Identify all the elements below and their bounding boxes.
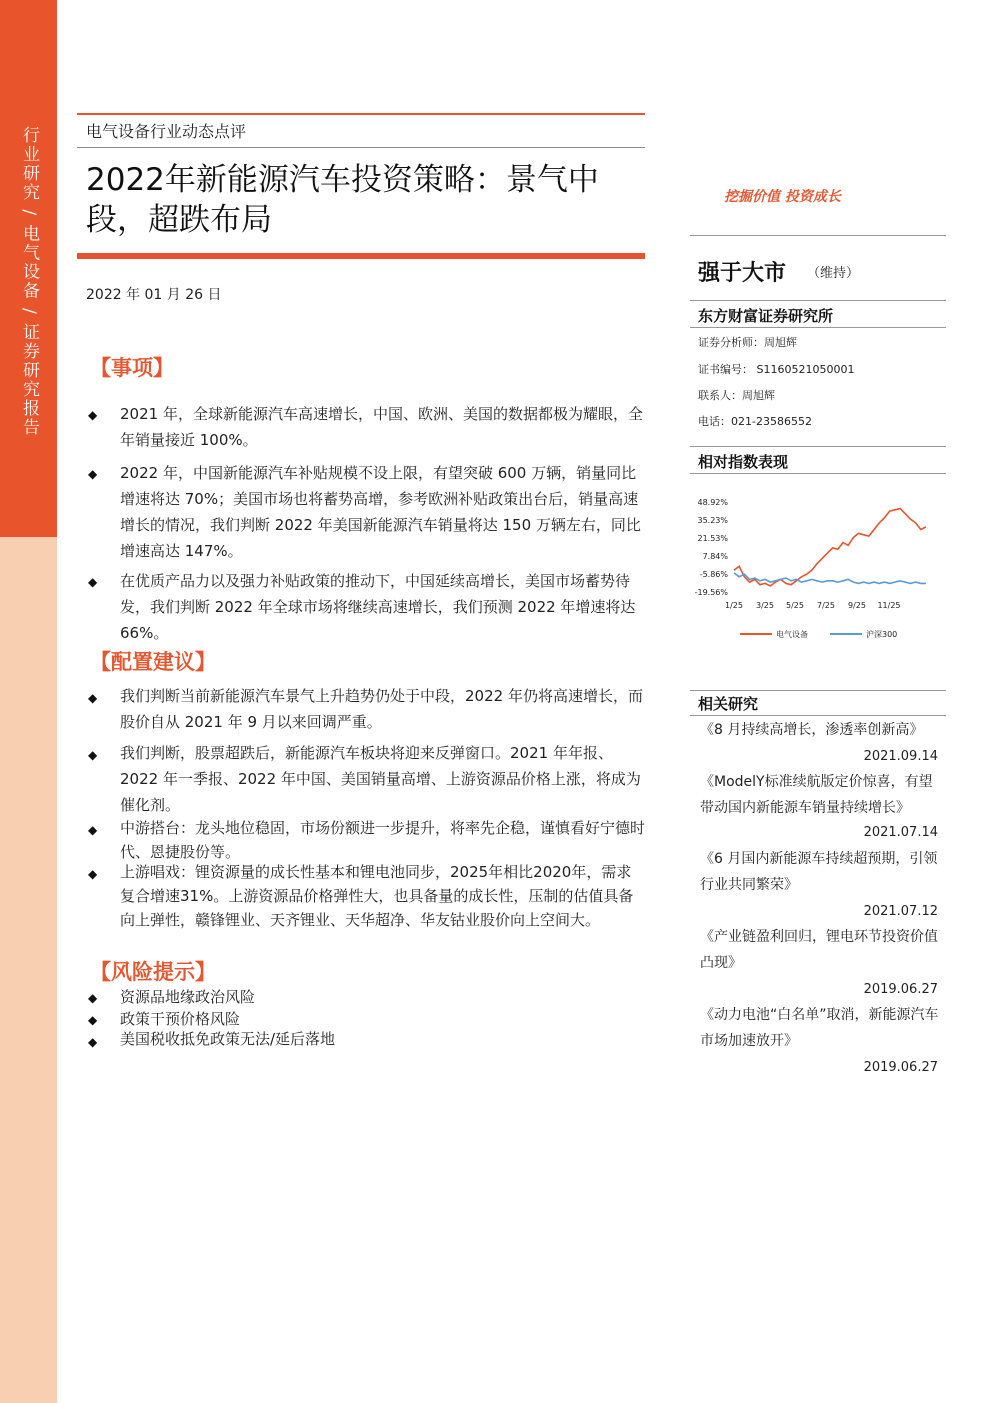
- y-tick-label: 48.92%: [697, 498, 728, 507]
- side-band-label: 行业研究 / 电气设备 / 证券研究报告: [19, 126, 39, 438]
- bullet-icon: ◆: [88, 823, 98, 837]
- title-bar: [77, 253, 645, 259]
- slogan: 挖掘价值 投资成长: [724, 189, 841, 205]
- side-rule: [690, 473, 946, 474]
- event-item: 2021 年，全球新能源汽车高速增长，中国、欧洲、美国的数据都极为耀眼，全年销量接近 100%。: [120, 405, 643, 449]
- side-band-bottom: [0, 537, 57, 1403]
- bullet-icon: ◆: [88, 408, 98, 422]
- y-tick-label: -5.86%: [699, 570, 728, 579]
- side-rule: [690, 327, 946, 328]
- legend-label: 电气设备: [776, 630, 808, 639]
- config-item: 上游唱戏：锂资源量的成长性基本和锂电池同步，2025年相比2020年，需求复合增速31%。上游资源品价格弹性大，也具备量的成长性，压制的估值具备向上弹性，赣锋锂业、天齐锂业、天华超净、华友钴业股价向上空间大。: [120, 863, 634, 929]
- side-rule: [690, 690, 946, 691]
- report-date: 2022 年 01 月 26 日: [86, 287, 222, 303]
- contact: 联系人：周旭辉: [698, 389, 775, 402]
- x-tick-label: 7/25: [817, 601, 835, 610]
- related-report-title[interactable]: 《ModelY标准续航版定价惊喜，有望带动国内新能源车销量持续增长》: [700, 774, 933, 816]
- x-tick-label: 5/25: [786, 601, 804, 610]
- y-tick-label: 35.23%: [697, 516, 728, 525]
- legend-label: 沪深300: [866, 630, 898, 639]
- bullet-icon: ◆: [88, 1035, 98, 1049]
- config-item: 我们判断当前新能源汽车景气上升趋势仍处于中段，2022 年仍将高速增长，而股价自从 2021 年 9 月以来回调严重。: [120, 687, 643, 731]
- config-item: 中游搭台：龙头地位稳固，市场份额进一步提升，将率先企稳，谨慎看好宁德时代、恩捷股份等。: [120, 819, 646, 861]
- series-line: [734, 509, 926, 587]
- section-config-title: 【配置建议】: [90, 650, 216, 674]
- rating: 强于大市: [698, 261, 787, 286]
- series-line: [734, 573, 926, 584]
- phone: 电话：021-23586552: [698, 415, 812, 428]
- relative-index-chart: [688, 492, 938, 644]
- bullet-icon: ◆: [88, 1013, 98, 1027]
- rating-sub: （维持）: [807, 266, 860, 281]
- y-tick-label: 21.53%: [697, 534, 728, 543]
- related-report-date: 2019.06.27: [863, 1060, 938, 1075]
- related-report-date: 2019.06.27: [863, 982, 938, 997]
- analyst: 证券分析师：周旭辉: [698, 336, 797, 349]
- risk-item: 美国税收抵免政策无法/延后落地: [120, 1030, 336, 1048]
- bullet-icon: ◆: [88, 467, 98, 481]
- related-report-title[interactable]: 《6 月国内新能源车持续超预期，引领行业共同繁荣》: [700, 851, 938, 893]
- related-title: 相关研究: [698, 695, 759, 713]
- bullet-icon: ◆: [88, 748, 98, 762]
- cert-number: 证书编号： S1160521050001: [698, 363, 855, 376]
- risk-item: 政策干预价格风险: [120, 1010, 241, 1028]
- bullet-icon: ◆: [88, 575, 98, 589]
- risk-item: 资源品地缘政治风险: [120, 988, 256, 1006]
- y-tick-label: 7.84%: [702, 552, 728, 561]
- related-report-date: 2021.07.14: [863, 825, 938, 840]
- report-title: 2022年新能源汽车投资策略：景气中段，超跌布局: [86, 162, 599, 238]
- side-rule: [690, 300, 946, 301]
- header-rule: [77, 113, 645, 115]
- section-risk-title: 【风险提示】: [90, 960, 216, 984]
- side-rule: [690, 715, 946, 716]
- x-tick-label: 1/25: [725, 601, 743, 610]
- x-tick-label: 9/25: [848, 601, 866, 610]
- related-report-title[interactable]: 《动力电池“白名单”取消，新能源汽车市场加速放开》: [700, 1007, 939, 1049]
- report-category: 电气设备行业动态点评: [86, 122, 247, 141]
- institute-name: 东方财富证券研究所: [698, 307, 834, 325]
- y-tick-label: -19.56%: [694, 588, 728, 597]
- config-item: 我们判断，股票超跌后，新能源汽车板块将迎来反弹窗口。2021 年年报、2022 年一季报、2022 年中国、美国销量高增、上游资源品价格上涨，将成为催化剂。: [120, 744, 641, 814]
- category-rule: [77, 147, 645, 148]
- related-report-title[interactable]: 《产业链盈利回归，锂电环节投资价值凸现》: [700, 929, 938, 971]
- side-rule: [690, 446, 946, 447]
- related-report-date: 2021.07.12: [863, 904, 938, 919]
- event-item: 在优质产品力以及强力补贴政策的推动下，中国延续高增长，美国市场蓄势待发，我们判断 2022 年全球市场将继续高速增长，我们预测 2022 年增速将达 66%。: [120, 572, 636, 642]
- chart-title: 相对指数表现: [698, 453, 789, 471]
- x-tick-label: 11/25: [877, 601, 901, 610]
- bullet-icon: ◆: [88, 867, 98, 881]
- related-report-date: 2021.09.14: [863, 749, 938, 764]
- side-rule: [690, 235, 946, 236]
- x-tick-label: 3/25: [756, 601, 774, 610]
- bullet-icon: ◆: [88, 991, 98, 1005]
- related-report-title[interactable]: 《8 月持续高增长，渗透率创新高》: [700, 722, 924, 738]
- event-item: 2022 年，中国新能源汽车补贴规模不设上限，有望突破 600 万辆，销量同比增速将达 70%；美国市场也将蓄势高增，参考欧洲补贴政策出台后，销量高速增长的情况，我们判断 2022 年美国新能源汽车销量将达 150 万辆左右，同比增速高达 147%。: [120, 464, 641, 560]
- section-events-title: 【事项】: [90, 356, 174, 380]
- bullet-icon: ◆: [88, 691, 98, 705]
